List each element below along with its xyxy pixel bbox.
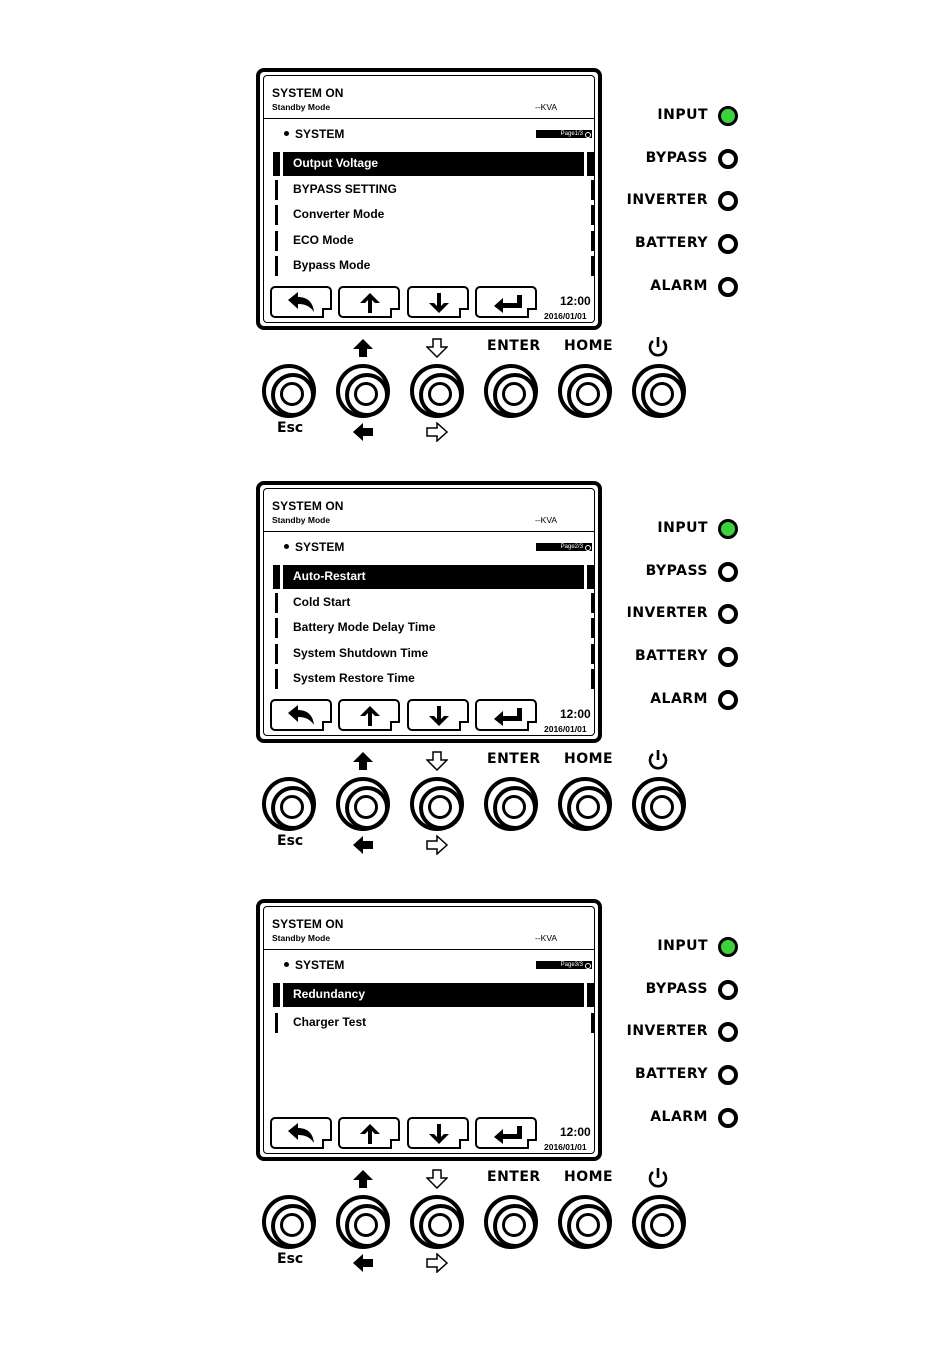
up-arrow-icon [354, 704, 386, 728]
back-softkey[interactable] [270, 286, 332, 318]
up-softkey[interactable] [338, 1117, 400, 1149]
lcd-screen [263, 906, 595, 1154]
down-right-button[interactable] [410, 1195, 464, 1249]
up-softkey[interactable] [338, 286, 400, 318]
back-arrow-icon [286, 704, 318, 728]
enter-softkey[interactable] [475, 699, 537, 731]
back-softkey[interactable] [270, 1117, 332, 1149]
down-softkey[interactable] [407, 1117, 469, 1149]
alarm-led-icon [718, 1108, 738, 1128]
home-label: HOME [564, 338, 614, 354]
up-arrow-icon [354, 291, 386, 315]
power-icon [647, 749, 669, 771]
operating-mode: Standby Mode [272, 515, 331, 525]
led-label: INVERTER [626, 1023, 708, 1039]
lcd-display [256, 899, 602, 1161]
down-outline-arrow-icon [426, 1169, 448, 1189]
header-divider [264, 531, 594, 532]
led-row-inverter [626, 189, 760, 213]
menu-item-label: Output Voltage [293, 156, 379, 170]
inverter-led-icon [718, 1022, 738, 1042]
led-label: INVERTER [626, 605, 708, 621]
enter-label: ENTER [487, 1169, 541, 1185]
menu-title-text: SYSTEM [295, 540, 345, 554]
bypass-led-icon [718, 149, 738, 169]
scroll-marker-left [273, 565, 280, 589]
led-label: BATTERY [634, 235, 708, 251]
power-button[interactable] [632, 364, 686, 418]
led-label: ALARM [650, 1109, 708, 1125]
led-label: INPUT [657, 520, 708, 536]
lcd-screen [263, 75, 595, 323]
menu-item-label: System Shutdown Time [293, 646, 429, 660]
right-outline-arrow-icon [426, 835, 448, 855]
led-row-bypass [630, 560, 760, 584]
home-button[interactable] [558, 777, 612, 831]
page-indicator: Page2/3 [536, 543, 592, 551]
enter-button[interactable] [484, 1195, 538, 1249]
scroll-marker-right [591, 180, 594, 200]
bypass-led-icon [718, 562, 738, 582]
down-outline-arrow-icon [426, 338, 448, 358]
menu-item-label: Cold Start [293, 595, 351, 609]
input-led-icon [718, 106, 738, 126]
led-row-battery [630, 645, 760, 669]
up-softkey[interactable] [338, 699, 400, 731]
alarm-led-icon [718, 277, 738, 297]
menu-title [284, 958, 344, 972]
led-row-bypass [630, 978, 760, 1002]
scroll-marker-right [591, 1013, 594, 1033]
enter-return-icon [491, 291, 525, 315]
clock-date: 2016/01/01 [544, 311, 587, 321]
menu-item[interactable] [273, 616, 594, 640]
led-row-input [630, 517, 760, 541]
scroll-marker-left [275, 618, 278, 638]
right-outline-arrow-icon [426, 1253, 448, 1273]
input-led-icon [718, 937, 738, 957]
led-row-inverter [626, 1020, 760, 1044]
down-softkey[interactable] [407, 699, 469, 731]
back-arrow-icon [286, 1122, 318, 1146]
down-right-button[interactable] [410, 777, 464, 831]
enter-softkey[interactable] [475, 286, 537, 318]
clock-date: 2016/01/01 [544, 1142, 587, 1152]
menu-item-label: Bypass Mode [293, 258, 371, 272]
led-label: ALARM [650, 278, 708, 294]
scroll-marker-right [591, 644, 594, 664]
scroll-marker-right [591, 231, 594, 251]
scroll-marker-right [587, 152, 594, 176]
scroll-marker-left [273, 152, 280, 176]
up-left-button[interactable] [336, 364, 390, 418]
scroll-marker-left [273, 983, 280, 1007]
home-button[interactable] [558, 1195, 612, 1249]
lcd-screen [263, 488, 595, 736]
menu-item-label: ECO Mode [293, 233, 354, 247]
clock-time: 12:00 [560, 1125, 591, 1139]
menu-list [273, 983, 594, 1110]
alarm-led-icon [718, 690, 738, 710]
bullet-icon [284, 131, 289, 136]
battery-led-icon [718, 1065, 738, 1085]
enter-return-icon [491, 704, 525, 728]
menu-list [273, 565, 594, 692]
menu-title-text: SYSTEM [295, 127, 345, 141]
menu-title [284, 127, 344, 141]
bullet-icon [284, 962, 289, 967]
led-label: BYPASS [645, 981, 708, 997]
scroll-marker-left [275, 669, 278, 689]
scroll-marker-left [275, 593, 278, 613]
scroll-marker-right [591, 256, 594, 276]
up-left-button[interactable] [336, 777, 390, 831]
menu-title-text: SYSTEM [295, 958, 345, 972]
left-solid-arrow-icon [352, 422, 374, 442]
menu-item-label: BYPASS SETTING [293, 182, 397, 196]
led-label: BATTERY [634, 648, 708, 664]
scroll-marker-left [275, 256, 278, 276]
power-button[interactable] [632, 1195, 686, 1249]
led-row-alarm [630, 1106, 760, 1130]
menu-item[interactable] [273, 203, 594, 227]
right-outline-arrow-icon [426, 422, 448, 442]
inverter-led-icon [718, 604, 738, 624]
up-arrow-icon [354, 1122, 386, 1146]
enter-return-icon [491, 1122, 525, 1146]
led-row-bypass [630, 147, 760, 171]
led-row-battery [630, 1063, 760, 1087]
ups-control-panel-3 [0, 899, 950, 1319]
menu-item-label: System Restore Time [293, 671, 415, 685]
esc-label: Esc [277, 833, 304, 849]
system-status-title: SYSTEM ON [272, 499, 344, 513]
enter-button[interactable] [484, 364, 538, 418]
esc-button[interactable] [262, 1195, 316, 1249]
back-softkey[interactable] [270, 699, 332, 731]
led-row-inverter [626, 602, 760, 626]
ups-control-panel-2 [0, 481, 950, 901]
header-divider [264, 118, 594, 119]
menu-title [284, 540, 344, 554]
power-icon [647, 1167, 669, 1189]
enter-button[interactable] [484, 777, 538, 831]
system-status-title: SYSTEM ON [272, 917, 344, 931]
system-status-title: SYSTEM ON [272, 86, 344, 100]
menu-item[interactable] [273, 642, 594, 666]
left-solid-arrow-icon [352, 1253, 374, 1273]
scroll-marker-left [275, 180, 278, 200]
menu-item[interactable] [273, 152, 594, 176]
led-label: INPUT [657, 938, 708, 954]
power-icon [647, 336, 669, 358]
clock-date: 2016/01/01 [544, 724, 587, 734]
scroll-marker-right [587, 565, 594, 589]
enter-label: ENTER [487, 751, 541, 767]
scroll-marker-left [275, 644, 278, 664]
clock-time: 12:00 [560, 707, 591, 721]
clock-time: 12:00 [560, 294, 591, 308]
menu-item-label: Auto-Restart [293, 569, 366, 583]
up-solid-arrow-icon [352, 338, 374, 358]
led-label: BATTERY [634, 1066, 708, 1082]
scroll-marker-right [591, 593, 594, 613]
led-label: BYPASS [645, 563, 708, 579]
down-arrow-icon [423, 291, 455, 315]
led-row-alarm [630, 275, 760, 299]
kva-readout: --KVA [535, 933, 558, 943]
menu-item[interactable] [273, 565, 594, 589]
back-arrow-icon [286, 291, 318, 315]
input-led-icon [718, 519, 738, 539]
page-indicator: Page3/3 [536, 961, 592, 969]
down-right-button[interactable] [410, 364, 464, 418]
scroll-marker-right [591, 669, 594, 689]
scroll-marker-right [587, 983, 594, 1007]
home-button[interactable] [558, 364, 612, 418]
led-label: INVERTER [626, 192, 708, 208]
led-row-input [630, 104, 760, 128]
menu-item[interactable] [273, 254, 594, 278]
esc-button[interactable] [262, 777, 316, 831]
page-indicator: Page1/3 [536, 130, 592, 138]
scroll-marker-right [591, 205, 594, 225]
scroll-marker-left [275, 205, 278, 225]
scroll-marker-left [275, 231, 278, 251]
up-left-button[interactable] [336, 1195, 390, 1249]
enter-softkey[interactable] [475, 1117, 537, 1149]
menu-item[interactable] [273, 1011, 594, 1035]
left-solid-arrow-icon [352, 835, 374, 855]
home-label: HOME [564, 751, 614, 767]
down-arrow-icon [423, 704, 455, 728]
battery-led-icon [718, 234, 738, 254]
up-solid-arrow-icon [352, 1169, 374, 1189]
menu-item[interactable] [273, 983, 594, 1007]
down-softkey[interactable] [407, 286, 469, 318]
bypass-led-icon [718, 980, 738, 1000]
led-row-alarm [630, 688, 760, 712]
menu-item[interactable] [273, 229, 594, 253]
lcd-display [256, 481, 602, 743]
enter-label: ENTER [487, 338, 541, 354]
kva-readout: --KVA [535, 102, 558, 112]
scroll-marker-right [591, 618, 594, 638]
menu-item-label: Converter Mode [293, 207, 385, 221]
menu-item[interactable] [273, 591, 594, 615]
led-label: INPUT [657, 107, 708, 123]
esc-label: Esc [277, 420, 304, 436]
down-outline-arrow-icon [426, 751, 448, 771]
down-arrow-icon [423, 1122, 455, 1146]
bullet-icon [284, 544, 289, 549]
menu-item-label: Battery Mode Delay Time [293, 620, 436, 634]
esc-label: Esc [277, 1251, 304, 1267]
menu-item-label: Charger Test [293, 1015, 367, 1029]
power-button[interactable] [632, 777, 686, 831]
led-label: ALARM [650, 691, 708, 707]
inverter-led-icon [718, 191, 738, 211]
lcd-display [256, 68, 602, 330]
menu-list [273, 152, 594, 279]
scroll-marker-left [275, 1013, 278, 1033]
home-label: HOME [564, 1169, 614, 1185]
led-row-battery [630, 232, 760, 256]
operating-mode: Standby Mode [272, 102, 331, 112]
led-label: BYPASS [645, 150, 708, 166]
led-row-input [630, 935, 760, 959]
operating-mode: Standby Mode [272, 933, 331, 943]
esc-button[interactable] [262, 364, 316, 418]
battery-led-icon [718, 647, 738, 667]
menu-item[interactable] [273, 667, 594, 691]
ups-control-panel-1 [0, 68, 950, 488]
header-divider [264, 949, 594, 950]
menu-item[interactable] [273, 178, 594, 202]
kva-readout: --KVA [535, 515, 558, 525]
menu-item-label: Redundancy [293, 987, 366, 1001]
up-solid-arrow-icon [352, 751, 374, 771]
